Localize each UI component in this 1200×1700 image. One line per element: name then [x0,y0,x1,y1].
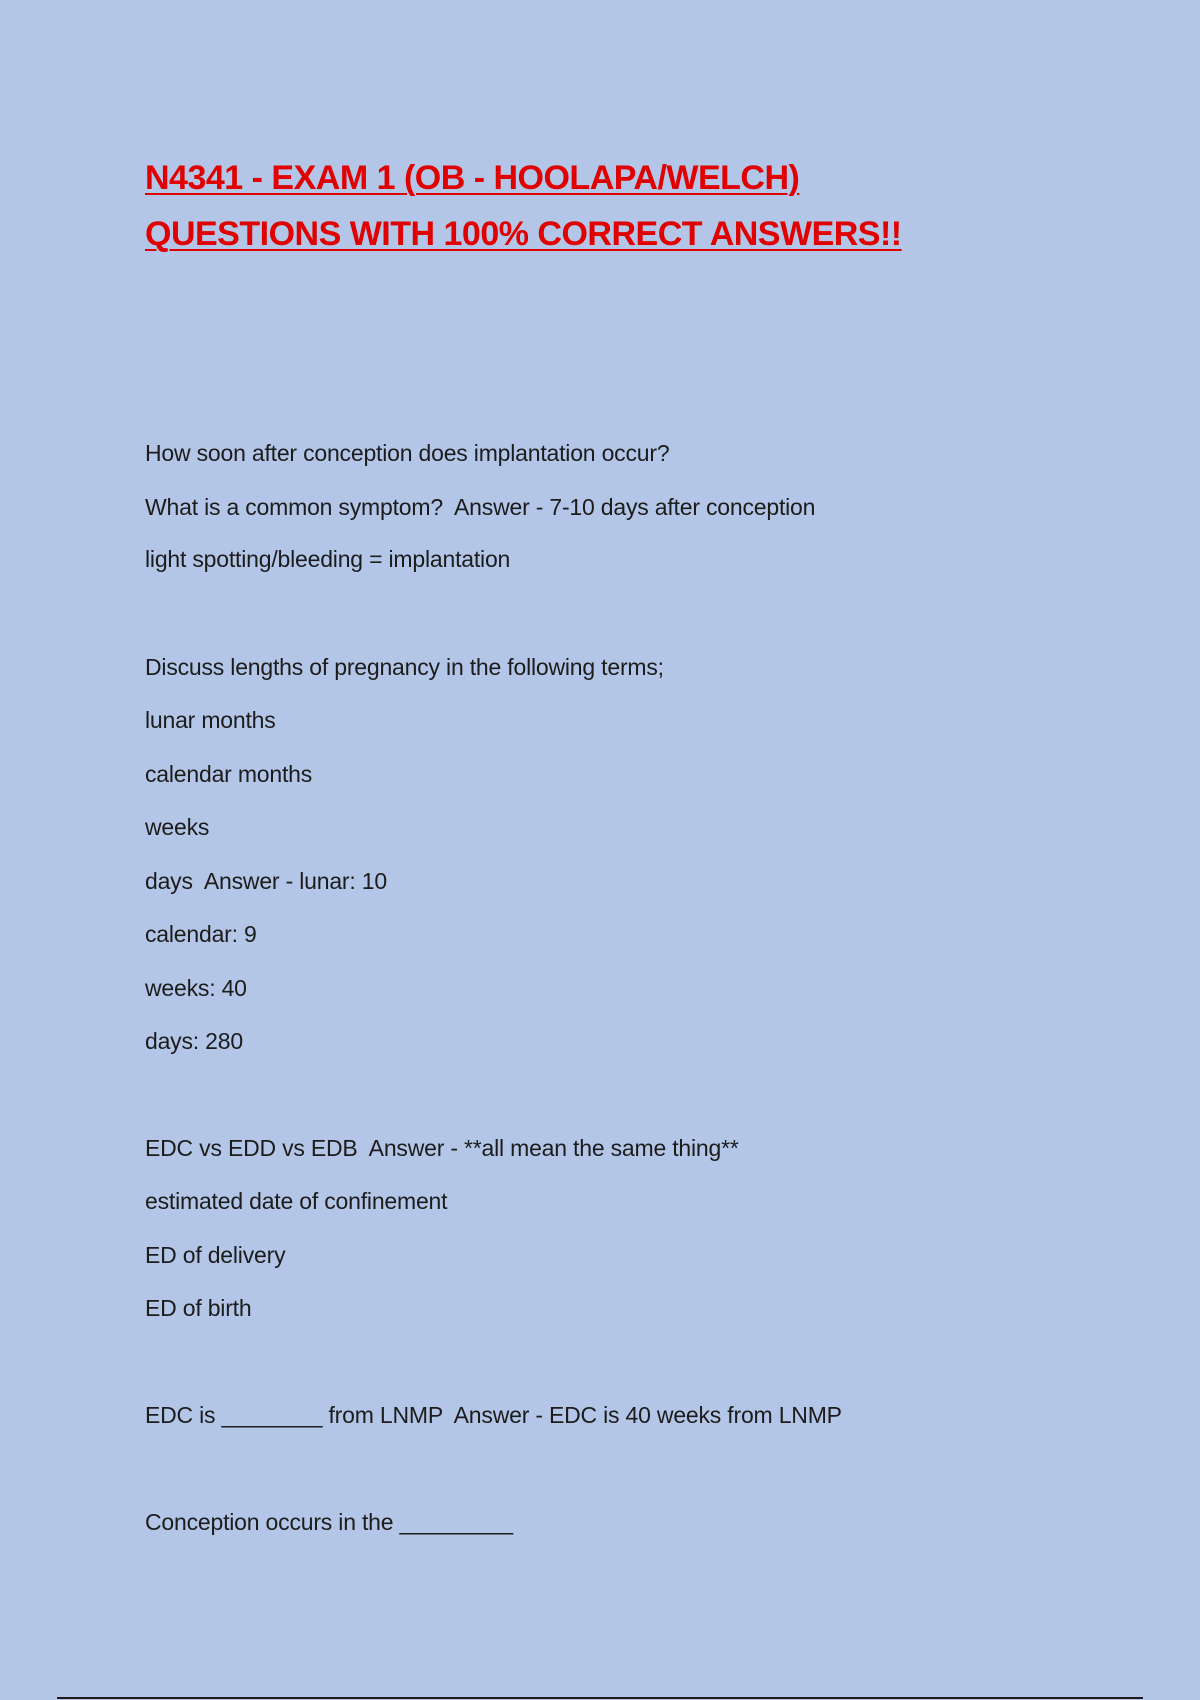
question-2-line-7: weeks: 40 [145,975,247,1001]
document-title [145,150,1145,262]
question-2-line-8: days: 280 [145,1028,243,1054]
question-1-line-2: What is a common symptom? Answer - 7-10 days after conception [145,494,816,520]
question-2-line-1: Discuss lengths of pregnancy in the following terms; [145,654,664,680]
question-3-line-2: estimated date of confinement [145,1188,448,1214]
question-1-line-3: light spotting/bleeding = implantation [145,546,511,572]
question-4-line-1: EDC is ________ from LNMP Answer - EDC is 40 weeks from LNMP [145,1402,842,1428]
question-5-line-1: Conception occurs in the _________ [145,1509,513,1535]
question-2-line-4: weeks [145,814,210,840]
footer-rule [57,1697,1143,1699]
title-line-2: QUESTIONS WITH 100% CORRECT ANSWERS!! [145,215,902,253]
question-2-line-2: lunar months [145,707,276,733]
title-line-1: N4341 - EXAM 1 (OB - HOOLAPA/WELCH) [145,159,800,197]
question-3-line-1: EDC vs EDD vs EDB Answer - **all mean the same thing** [145,1135,739,1161]
question-3-line-4: ED of birth [145,1295,252,1321]
question-1-line-1: How soon after conception does implantation occur? [145,440,670,466]
question-3-line-3: ED of delivery [145,1242,286,1268]
question-2-line-6: calendar: 9 [145,921,257,947]
question-2-line-5: days Answer - lunar: 10 [145,868,387,894]
question-2-line-3: calendar months [145,761,313,787]
